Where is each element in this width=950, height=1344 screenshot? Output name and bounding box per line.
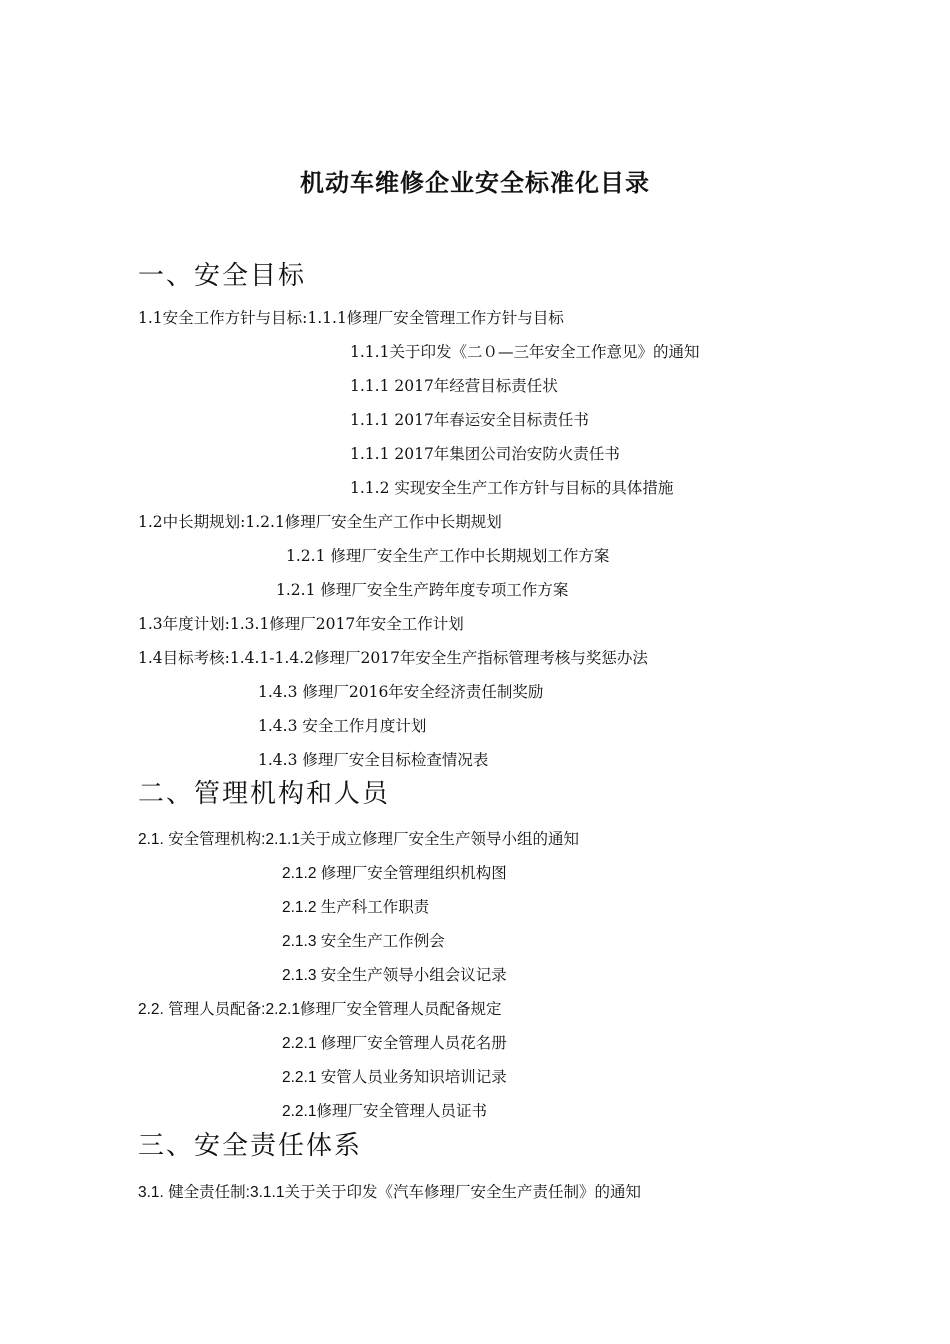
toc-entry: 2.2.1 安管人员业务知识培训记录 (282, 1069, 507, 1086)
toc-entry: 2.1.3 安全生产工作例会 (282, 933, 445, 950)
toc-entry: 1.1安全工作方针与目标:1.1.1修理厂安全管理工作方针与目标 (138, 309, 564, 327)
toc-entry: 2.1.2 修理厂安全管理组织机构图 (282, 865, 507, 882)
toc-entry: 2.2.1修理厂安全管理人员证书 (282, 1103, 487, 1120)
toc-entry: 2.2.1 修理厂安全管理人员花名册 (282, 1035, 507, 1052)
toc-entry: 1.3年度计划:1.3.1修理厂2017年安全工作计划 (138, 615, 464, 633)
toc-entry: 1.1.1 2017年经营目标责任状 (350, 377, 558, 395)
toc-entry: 3.1. 健全责任制:3.1.1关于关于印发《汽车修理厂安全生产责任制》的通知 (138, 1184, 641, 1201)
section-heading-responsibility: 三、安全责任体系 (138, 1131, 363, 1161)
toc-entry: 2.1.2 生产科工作职责 (282, 899, 430, 916)
section-heading-safety-goals: 一、安全目标 (138, 261, 307, 291)
toc-entry: 1.2.1 修理厂安全生产工作中长期规划工作方案 (286, 547, 610, 565)
section-heading-management: 二、管理机构和人员 (138, 779, 391, 809)
toc-entry: 1.2.1 修理厂安全生产跨年度专项工作方案 (276, 581, 569, 599)
toc-entry: 2.1. 安全管理机构:2.1.1关于成立修理厂安全生产领导小组的通知 (138, 831, 579, 848)
document-title: 机动车维修企业安全标准化目录 (300, 169, 650, 197)
toc-entry: 2.1.3 安全生产领导小组会议记录 (282, 967, 507, 984)
toc-entry: 1.1.1 2017年集团公司治安防火责任书 (350, 445, 620, 463)
toc-entry: 1.1.1 2017年春运安全目标责任书 (350, 411, 589, 429)
toc-entry: 1.4目标考核:1.4.1-1.4.2修理厂2017年安全生产指标管理考核与奖惩办法 (138, 649, 648, 667)
toc-entry: 1.4.3 安全工作月度计划 (258, 717, 427, 735)
toc-entry: 1.1.2 实现安全生产工作方针与目标的具体措施 (350, 479, 674, 497)
toc-entry: 2.2. 管理人员配备:2.2.1修理厂安全管理人员配备规定 (138, 1001, 502, 1018)
toc-entry: 1.1.1关于印发《二０—三年安全工作意见》的通知 (350, 343, 700, 361)
toc-entry: 1.4.3 修理厂2016年安全经济责任制奖励 (258, 683, 544, 701)
toc-entry: 1.2中长期规划:1.2.1修理厂安全生产工作中长期规划 (138, 513, 502, 531)
toc-entry: 1.4.3 修理厂安全目标检查情况表 (258, 751, 489, 769)
